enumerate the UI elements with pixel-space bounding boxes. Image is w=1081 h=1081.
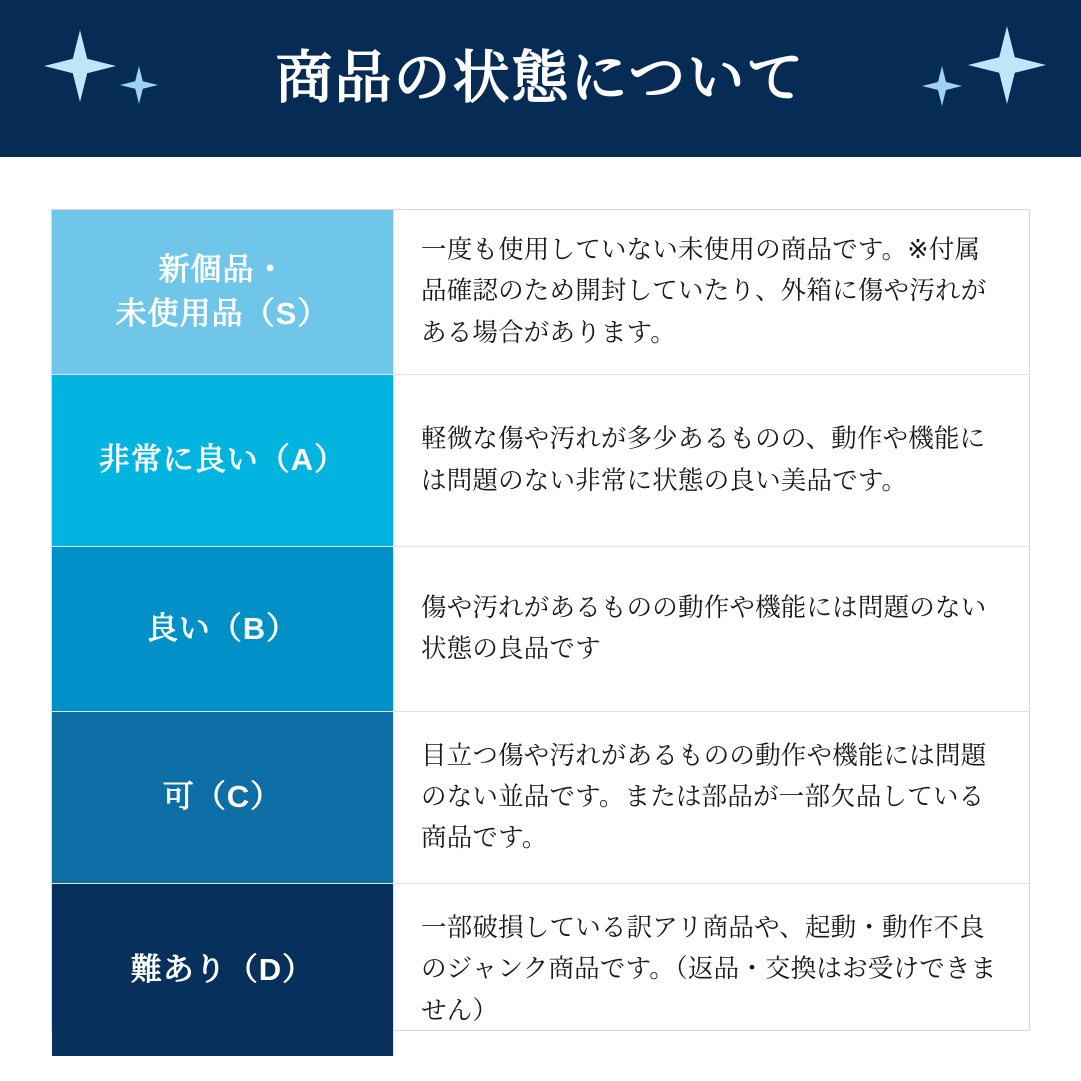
condition-label-c: 可（C） [52, 712, 393, 883]
condition-description-d: 一部破損している訳アリ商品や、起動・動作不良のジャンク商品です。（返品・交換はお受けできません） [393, 884, 1029, 1056]
sparkle-icon-left-large [44, 30, 116, 102]
condition-label-s-line2: 未使用品（S） [115, 296, 330, 331]
page-header [0, 0, 1081, 157]
condition-label-a: 非常に良い（A） [52, 375, 393, 546]
condition-description-c: 目立つ傷や汚れがあるものの動作や機能には問題のない並品です。または部品が一部欠品している商品です。 [393, 712, 1029, 883]
sparkle-icon-right-large [968, 26, 1046, 104]
condition-label-b: 良い（B） [52, 547, 393, 711]
table-row [52, 884, 1029, 1056]
condition-table [51, 209, 1030, 1031]
condition-label-s-line1: 新個品・ [158, 251, 287, 287]
table-row [52, 712, 1029, 884]
condition-label-s [52, 210, 393, 374]
condition-label-d: 難あり（D） [52, 884, 393, 1056]
sparkle-icon-right-small [922, 66, 962, 106]
sparkle-icon-left-small [120, 66, 158, 104]
table-row [52, 210, 1029, 375]
condition-label-s-text [116, 248, 330, 336]
condition-description-a: 軽微な傷や汚れが多少あるものの、動作や機能には問題のない非常に状態の良い美品です。 [393, 375, 1029, 546]
condition-description-b: 傷や汚れがあるものの動作や機能には問題のない状態の良品です [393, 547, 1029, 711]
table-row [52, 375, 1029, 547]
page-title: 商品の状態について [275, 46, 806, 110]
condition-description-s: 一度も使用していない未使用の商品です。※付属品確認のため開封していたり、外箱に傷や汚れがある場合があります。 [393, 210, 1029, 374]
table-row [52, 547, 1029, 712]
